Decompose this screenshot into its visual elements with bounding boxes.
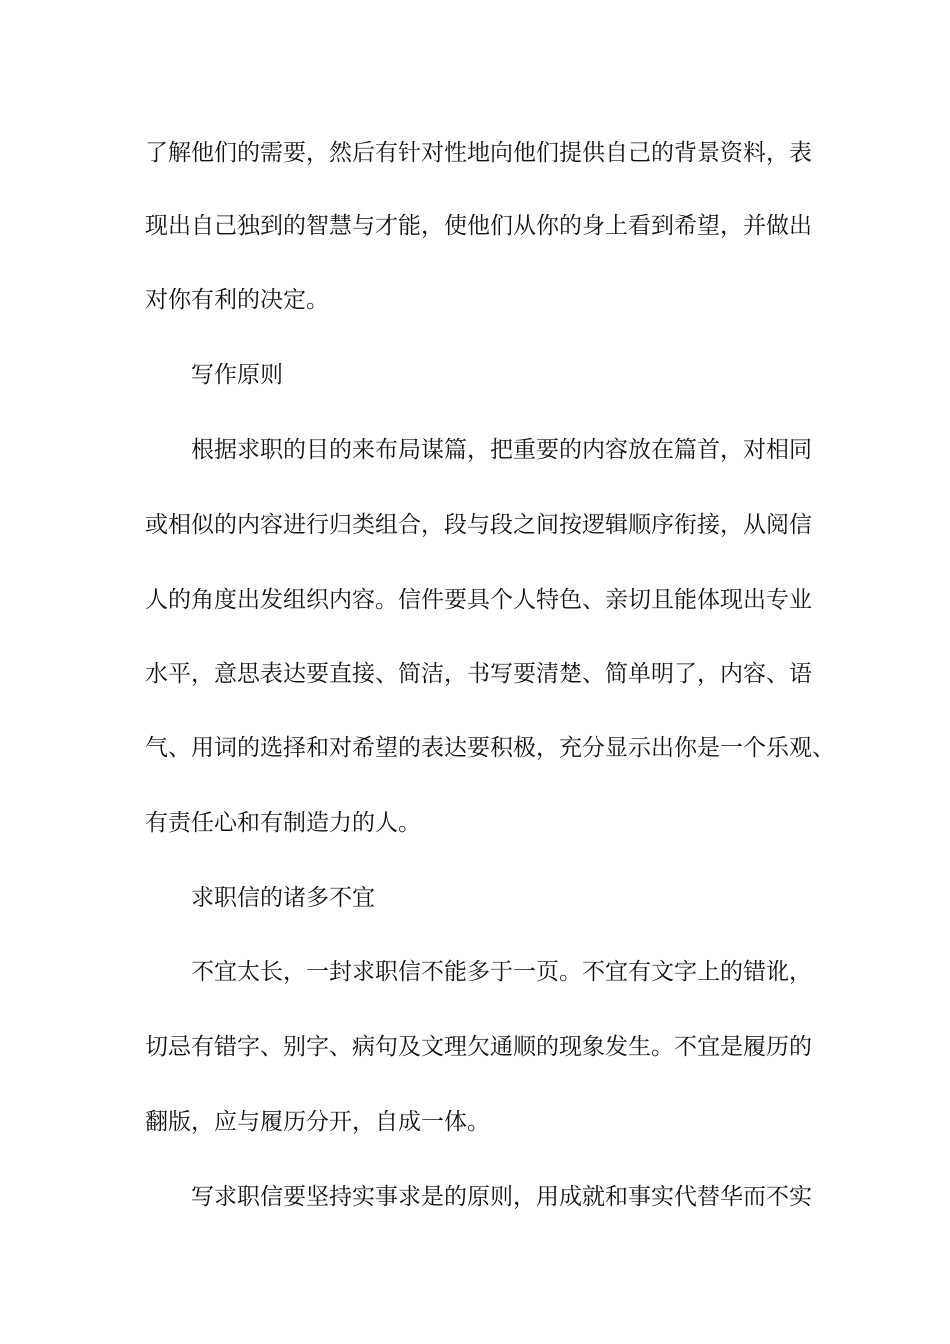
text-line-1: 了解他们的需要，然后有针对性地向他们提供自己的背景资料，表	[145, 140, 812, 166]
text-line-6: 或相似的内容进行归类组合，段与段之间按逻辑顺序衔接，从阅信	[145, 512, 812, 538]
text-line-5: 根据求职的目的来布局谋篇，把重要的内容放在篇首，对相同	[191, 437, 812, 463]
text-line-2: 现出自己独到的智慧与才能，使他们从你的身上看到希望，并做出	[145, 213, 812, 239]
text-line-13: 切忌有错字、别字、病句及文理欠通顺的现象发生。不宜是履历的	[145, 1034, 812, 1060]
text-line-7: 人的角度出发组织内容。信件要具个人特色、亲切且能体现出专业	[145, 587, 812, 613]
text-line-14: 翻版，应与履历分开，自成一体。	[145, 1109, 490, 1135]
text-line-12: 不宜太长，一封求职信不能多于一页。不宜有文字上的错讹，	[191, 959, 812, 985]
text-line-15: 写求职信要坚持实事求是的原则，用成就和事实代替华而不实	[191, 1184, 812, 1210]
text-line-10: 有责任心和有制造力的人。	[145, 810, 421, 836]
text-line-9: 气、用词的选择和对希望的表达要积极，充分显示出你是一个乐观、	[145, 735, 835, 761]
text-line-8: 水平，意思表达要直接、简洁，书写要清楚、简单明了，内容、语	[145, 661, 812, 687]
section-heading-donts: 求职信的诸多不宜	[191, 885, 375, 911]
text-line-3: 对你有利的决定。	[145, 287, 329, 313]
section-heading-writing-principles: 写作原则	[191, 362, 283, 388]
